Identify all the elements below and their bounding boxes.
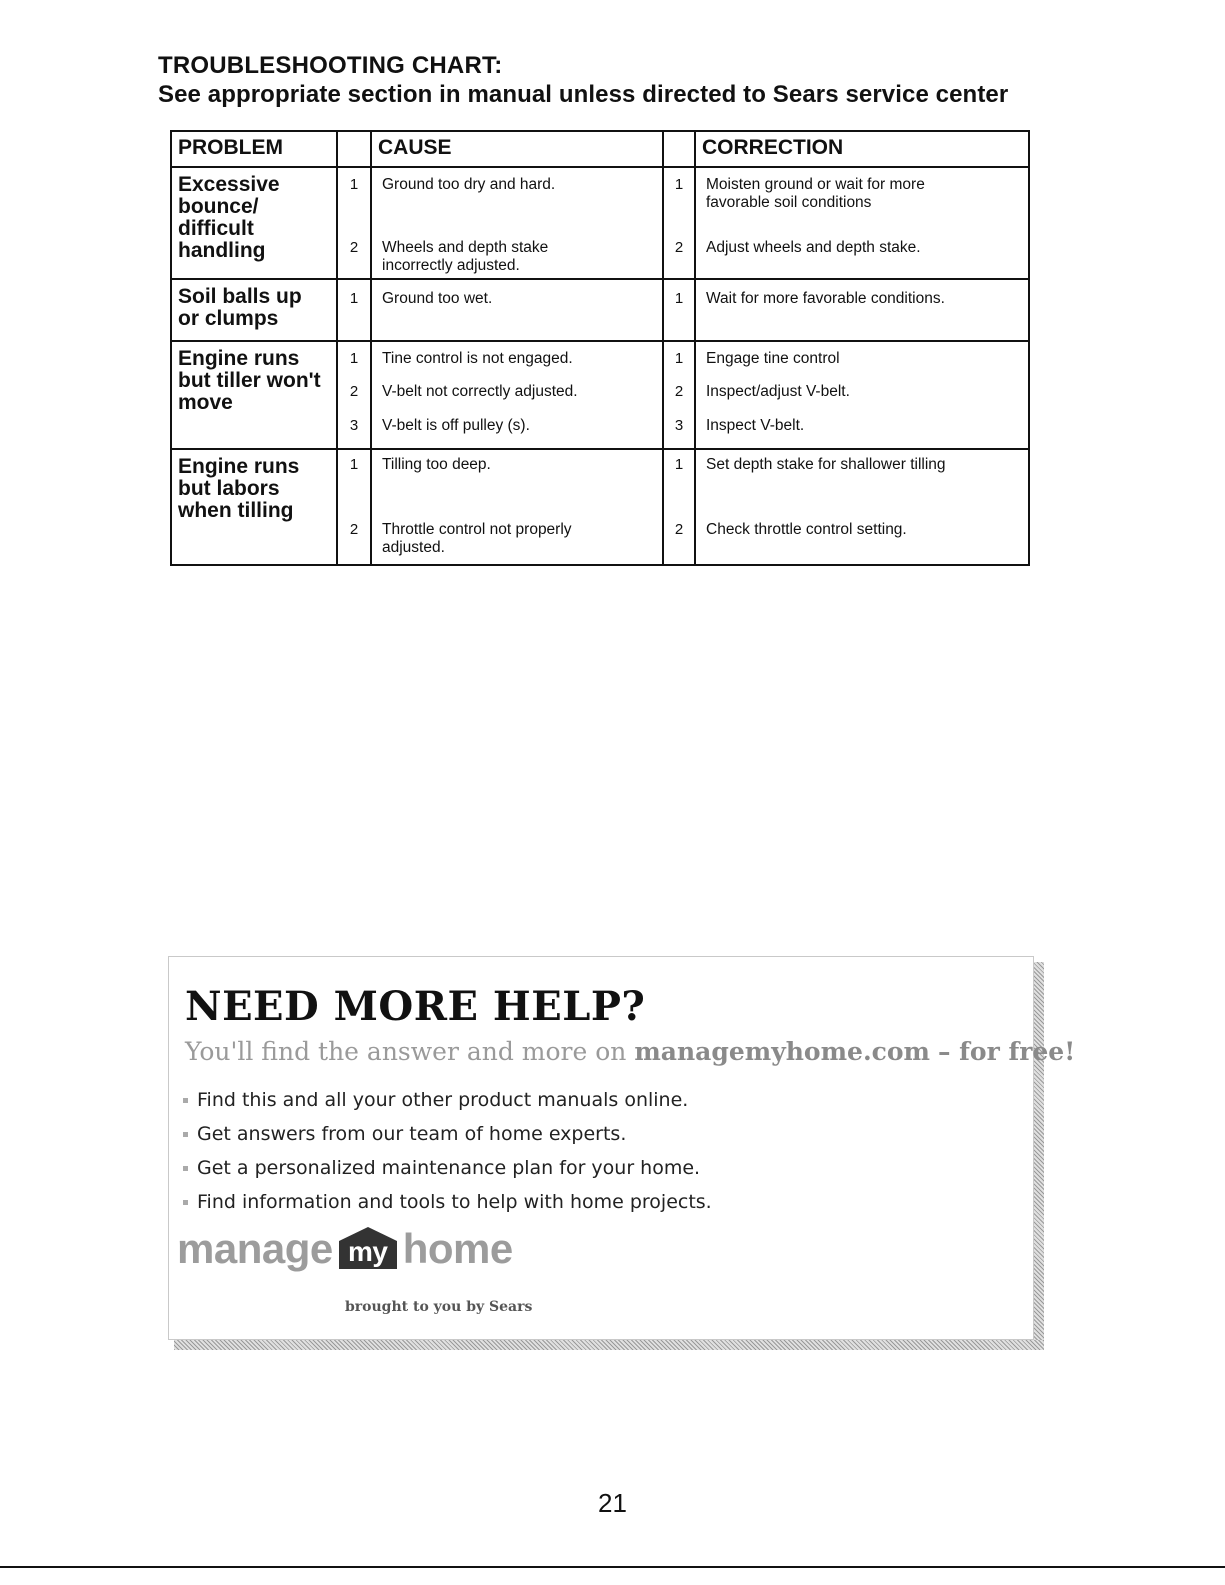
problem-cell: [171, 167, 337, 279]
logo-text-manage: manage: [177, 1225, 333, 1272]
cause-cell-text: Tilling too deep.: [382, 456, 491, 473]
table-row: [171, 449, 1029, 507]
page-subtitle: See appropriate section in manual unless directed to Sears service center: [158, 81, 1009, 108]
help-box-shadow: [174, 1340, 1044, 1350]
cause-cell-text: Wheels and depth stake: [382, 239, 549, 256]
correction-number: 1: [663, 167, 695, 223]
help-box-shadow: [1034, 962, 1044, 1350]
cause-number: 1: [337, 279, 371, 341]
cause-cell: [371, 449, 663, 507]
problem-text: bounce/: [178, 195, 259, 218]
cause-cell-text: V-belt not correctly adjusted.: [382, 383, 578, 400]
correction-number: 3: [663, 413, 695, 449]
cause-cell: [371, 341, 663, 377]
column-header-spacer: [337, 131, 371, 167]
cause-cell: [371, 507, 663, 565]
bullet-icon: [183, 1098, 188, 1103]
correction-number: 1: [663, 279, 695, 341]
bullet-icon: [183, 1200, 188, 1205]
list-item: Get a personalized maintenance plan for your home.: [183, 1151, 712, 1185]
bullet-icon: [183, 1166, 188, 1171]
cause-cell: [371, 167, 663, 223]
cause-cell-text: Tine control is not engaged.: [382, 350, 573, 367]
problem-text: difficult: [178, 217, 254, 240]
table-body: [171, 167, 1029, 565]
column-header-problem: PROBLEM: [171, 131, 337, 167]
cause-number: 1: [337, 167, 371, 223]
chart-heading: [158, 52, 1008, 110]
list-item: Find information and tools to help with home projects.: [183, 1185, 712, 1219]
correction-number: 2: [663, 377, 695, 413]
correction-cell-text: Set depth stake for shallower tilling: [706, 456, 946, 473]
help-bullet-list: [183, 1083, 712, 1219]
column-header-correction: CORRECTION: [695, 131, 1029, 167]
correction-number: 2: [663, 507, 695, 565]
correction-cell: [695, 449, 1029, 507]
correction-cell-text: Adjust wheels and depth stake.: [706, 239, 921, 256]
correction-cell-text: Inspect/adjust V-belt.: [706, 383, 850, 400]
problem-text: Soil balls up: [178, 285, 302, 308]
help-subtitle-lead: You'll find the answer and more on: [185, 1037, 627, 1066]
cause-number: 3: [337, 413, 371, 449]
correction-number: 1: [663, 341, 695, 377]
problem-text: move: [178, 391, 233, 414]
column-header-cause: CAUSE: [371, 131, 663, 167]
correction-cell-text: Inspect V-belt.: [706, 417, 805, 434]
cause-cell-text: V-belt is off pulley (s).: [382, 417, 530, 434]
problem-text: but tiller won't: [178, 369, 321, 392]
column-header-spacer: [663, 131, 695, 167]
problem-text: when tilling: [178, 499, 294, 522]
logo-tagline: brought to you by Sears: [345, 1299, 533, 1315]
logo-text-home: home: [402, 1225, 513, 1272]
problem-text: handling: [178, 239, 266, 262]
problem-text: Engine runs: [178, 347, 300, 370]
cause-cell: [371, 223, 663, 279]
page-number: 21: [598, 1488, 627, 1518]
correction-cell: [695, 341, 1029, 377]
correction-number: 1: [663, 449, 695, 507]
house-icon: [339, 1227, 397, 1269]
problem-text: Engine runs: [178, 455, 300, 478]
correction-number: 2: [663, 223, 695, 279]
correction-cell-text: Engage tine control: [706, 350, 840, 367]
correction-cell: [695, 279, 1029, 341]
correction-cell: [695, 507, 1029, 565]
correction-cell-text: Check throttle control setting.: [706, 521, 907, 538]
managemyhome-logo: [177, 1225, 513, 1273]
cause-number: 1: [337, 449, 371, 507]
problem-cell: [171, 341, 337, 449]
bullet-icon: [183, 1132, 188, 1137]
cause-number: 2: [337, 223, 371, 279]
table-row: [171, 167, 1029, 223]
cause-cell-text: Ground too wet.: [382, 290, 493, 307]
correction-cell: [695, 223, 1029, 279]
cause-cell-text: Ground too dry and hard.: [382, 176, 556, 193]
cause-cell: [371, 279, 663, 341]
troubleshooting-table: [170, 130, 1030, 566]
bottom-rule: [0, 1566, 1225, 1568]
correction-cell-text: Moisten ground or wait for more: [706, 176, 925, 193]
table-row: [171, 279, 1029, 341]
cause-number: 2: [337, 507, 371, 565]
help-box: [168, 956, 1076, 1340]
problem-cell: [171, 279, 337, 341]
help-title: NEED MORE HELP?: [185, 983, 646, 1030]
cause-cell: [371, 377, 663, 413]
table-row: [171, 341, 1029, 377]
help-subtitle-tail: – for free!: [937, 1037, 1076, 1066]
correction-cell: [695, 413, 1029, 449]
cause-cell: [371, 413, 663, 449]
correction-cell-text: Wait for more favorable conditions.: [706, 290, 945, 307]
problem-text: but labors: [178, 477, 280, 500]
problem-cell: [171, 449, 337, 565]
list-item: Find this and all your other product manuals online.: [183, 1083, 712, 1117]
help-site-link[interactable]: managemyhome.com: [634, 1037, 931, 1066]
cause-cell-text: incorrectly adjusted.: [382, 257, 520, 274]
cause-cell-text: adjusted.: [382, 539, 445, 556]
page-title: TROUBLESHOOTING CHART:: [158, 52, 503, 79]
cause-number: 1: [337, 341, 371, 377]
table-header-row: [171, 131, 1029, 167]
correction-cell-text: favorable soil conditions: [706, 194, 872, 211]
problem-text: or clumps: [178, 307, 279, 330]
correction-cell: [695, 167, 1029, 223]
cause-number: 2: [337, 377, 371, 413]
logo-badge-text: my: [348, 1236, 388, 1267]
problem-text: Excessive: [178, 173, 280, 196]
cause-cell-text: Throttle control not properly: [382, 521, 572, 538]
correction-cell: [695, 377, 1029, 413]
list-item: Get answers from our team of home experts.: [183, 1117, 712, 1151]
help-subtitle: [185, 1037, 1075, 1066]
